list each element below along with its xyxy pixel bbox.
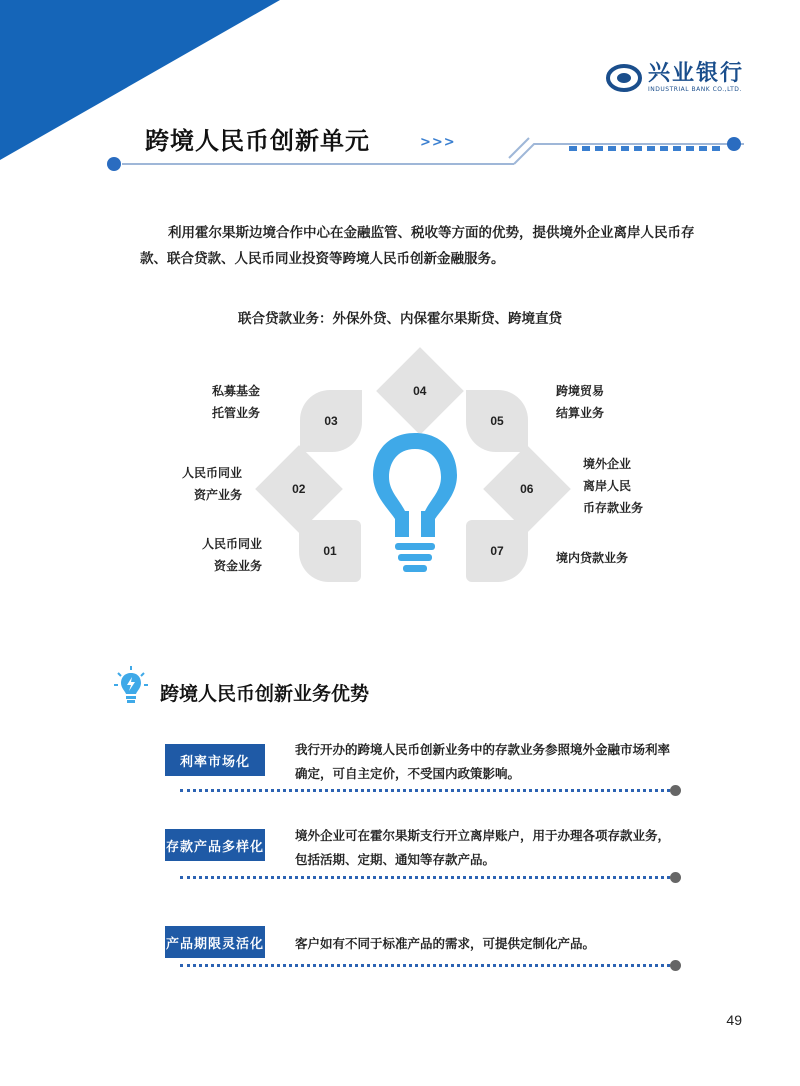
tag-deposit-products: 存款产品多样化 [165, 829, 265, 861]
lightbulb-icon [365, 425, 465, 580]
label-offshore-deposit: 境外企业 离岸人民 币存款业务 [583, 457, 644, 515]
label-private-fund: 私募基金 托管业务 [211, 384, 260, 420]
diagram-title: 联合贷款业务：外保外贷、内保霍尔果斯贷、跨境直贷 [238, 311, 562, 327]
tag-flexible-term: 产品期限灵活化 [165, 926, 265, 958]
petal-05: 05 [466, 390, 528, 452]
lightbulb-badge-icon [113, 665, 149, 705]
label-interbank-assets: 人民币同业 资产业务 [181, 466, 242, 502]
divider-dots [180, 876, 670, 879]
title-arrows: >>> [420, 135, 456, 150]
logo-chinese-name: 兴业银行 [648, 61, 745, 86]
petal-01: 01 [299, 520, 361, 582]
divider-dots [180, 789, 670, 792]
advantage-text-deposit-products: 境外企业可在霍尔果斯支行开立离岸账户，用于办理各项存款业务，包括活期、定期、通知等存款产品。 [295, 828, 671, 867]
label-domestic-loan: 境内贷款业务 [556, 551, 629, 565]
service-diagram [0, 340, 800, 600]
label-trade-settlement: 跨境贸易 结算业务 [556, 384, 605, 420]
petal-06: 06 [483, 445, 571, 533]
divider-end-dot [670, 872, 681, 883]
bank-logo [606, 62, 744, 93]
advantages-title: 跨境人民币创新业务优势 [160, 683, 370, 705]
bank-logo-icon [606, 63, 642, 93]
intro-paragraph: 利用霍尔果斯边境合作中心在金融监管、税收等方面的优势，提供境外企业离岸人民币存款、联合贷款、人民币同业投资等跨境人民币创新金融服务。 [140, 225, 695, 267]
page-number: 49 [726, 1012, 742, 1028]
tag-interest-rate: 利率市场化 [165, 744, 265, 776]
logo-english-name: INDUSTRIAL BANK CO.,LTD. [648, 86, 742, 93]
petal-03: 03 [300, 390, 362, 452]
advantage-text-interest-rate: 我行开办的跨境人民币创新业务中的存款业务参照境外金融市场利率确定，可自主定价，不受国内政策影响。 [295, 742, 671, 781]
petal-07: 07 [466, 520, 528, 582]
advantage-text-flexible-term: 客户如有不同于标准产品的需求，可提供定制化产品。 [295, 936, 596, 951]
page-title: 跨境人民币创新单元 [145, 127, 370, 155]
petal-02: 02 [255, 445, 343, 533]
divider-dots [180, 964, 670, 967]
divider-end-dot [670, 785, 681, 796]
divider-end-dot [670, 960, 681, 971]
petal-04: 04 [376, 347, 464, 435]
label-interbank-funds: 人民币同业 资金业务 [201, 537, 262, 573]
